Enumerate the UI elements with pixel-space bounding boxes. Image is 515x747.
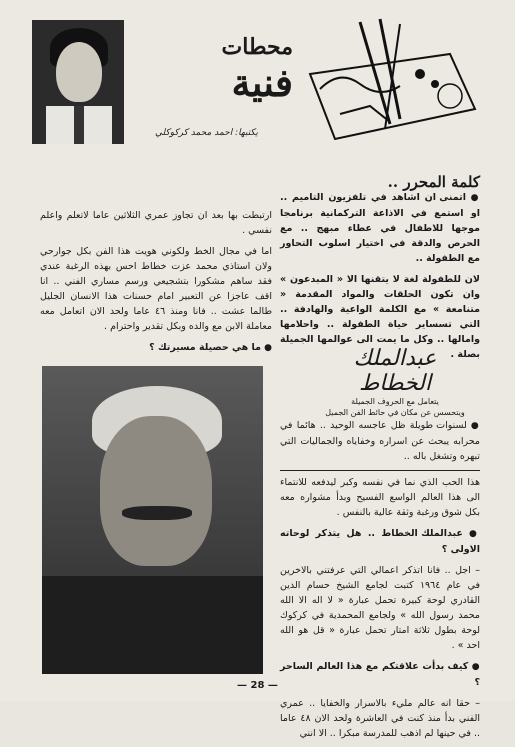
divider xyxy=(280,470,480,471)
question-3: ● ما هي حصيلة مسيرتك ؟ xyxy=(40,340,272,356)
left-paragraph-2: اما في مجال الخط ولكوني هويت هذا الفن بكل جوارحي ولان استاذي محمد عزت خطاط احس بهذه الرغبة عندي فقد ساهم مشكورا بتشجيعي ورسم مساري الفني .. انا اقف عاجزا عن التعبير امام حسنات هذا الانسان الجليل طالما عشت .. فانا ومنذ ٤٦ عاما ولحد الان اتعامل معه معاملة الابن مع والده وبكل تقدير واحترام . xyxy=(40,246,272,332)
question-1: ● عبدالملك الخطاط .. هل يتذكر لوحاته الاولى ؟ xyxy=(280,526,480,557)
signature-line-1: يتعامل مع الحروف الجميلة xyxy=(351,397,439,406)
page-number: — 28 — xyxy=(237,680,278,691)
left-column xyxy=(40,208,272,362)
editor-paragraph-1: ● اتمنى ان اشاهد في تلفزيون التاميم .. او استمع في الاذاعة التركمانية برنامجا موجها للاطفال في عطاء مبهج .. مع الحرص والدقة في اختيار اسلوب التحاور مع الطفولة .. xyxy=(280,190,480,266)
right-column xyxy=(280,175,480,368)
signature-block xyxy=(320,346,470,418)
jacket-shape xyxy=(42,576,263,674)
answer-2: – حقا انه عالم مليء بالاسرار والخفايا .. عمري الفني بدأ منذ كنت في العاشرة ولحد الان ٤٨ عاما .. في حينها لم اذهب للمدرسة مبكرا .. الا انني xyxy=(280,698,480,739)
mustache-shape xyxy=(122,506,192,520)
intro-paragraph-1: ● لسنوات طويلة ظل عاجسه الوحيد .. هائما في محرابه يبحث عن اسراره وخفاياه والجماليات التي تبهره وتشغل باله .. xyxy=(280,418,480,464)
face-shape xyxy=(56,42,102,102)
intro-paragraph-2: هذا الحب الذي نما في نفسه وكبر ليدفعه للانتماء الى هذا العالم الواسع الفسيح وبدأ مشواره معه بكل شوق ورغبة وثقة عالية بالنفس . xyxy=(280,477,480,518)
title-small: محطات xyxy=(221,34,293,60)
question-2: ● كيف بدأت علاقتكم مع هذا العالم الساحر ؟ xyxy=(280,659,480,690)
editor-paragraph-2: لان للطفولة لغة لا يتقنها الا « المبدعون » وان تكون الحلقات والمواد المقدمة « متنامعة » مع الكلمة الواعية والهادفة .. التي تسساير حياة الطفولة .. واحلامها وامالها .. وكل ما يمت الى عوالمها الجميلة بصلة . xyxy=(280,274,480,360)
answer-1: – اجل .. فانا اتذكر اعمالي التي عرفتني بالاخرين في عام ١٩٦٤ كتبت لجامع الشيخ حسام الدين القادري لوحة كبيرة تحمل عبارة « لا اله الا الله محمد رسول الله » ولجامع المحمدية في كركوك لوحة بطول ثلاثة امتار تحمل عبارة « قل هو الله احد » . xyxy=(280,565,480,651)
signature-name: عبدالملك الخطاط xyxy=(353,346,437,396)
right-column-lower xyxy=(280,418,480,747)
portrait-photo-top xyxy=(32,20,124,144)
portrait-photo-bottom xyxy=(42,366,263,674)
title-large: فنية xyxy=(231,60,293,105)
left-paragraph-1: ارتبطت بها بعد ان تجاوز عمري الثلاثين عاما لاتعلم واعلم نفسي . xyxy=(40,210,272,236)
tie-shape xyxy=(74,106,84,144)
face-shape-older xyxy=(100,416,212,566)
palette-brushes-illustration xyxy=(300,14,480,149)
signature-line-2: ويتحسس عن مكان في حائط الفن الجميل xyxy=(325,408,465,417)
byline: يكتبها: احمد محمد كركوكلي xyxy=(155,128,258,138)
header-title xyxy=(222,34,293,105)
editor-heading: كلمة المحرر .. xyxy=(387,173,480,191)
